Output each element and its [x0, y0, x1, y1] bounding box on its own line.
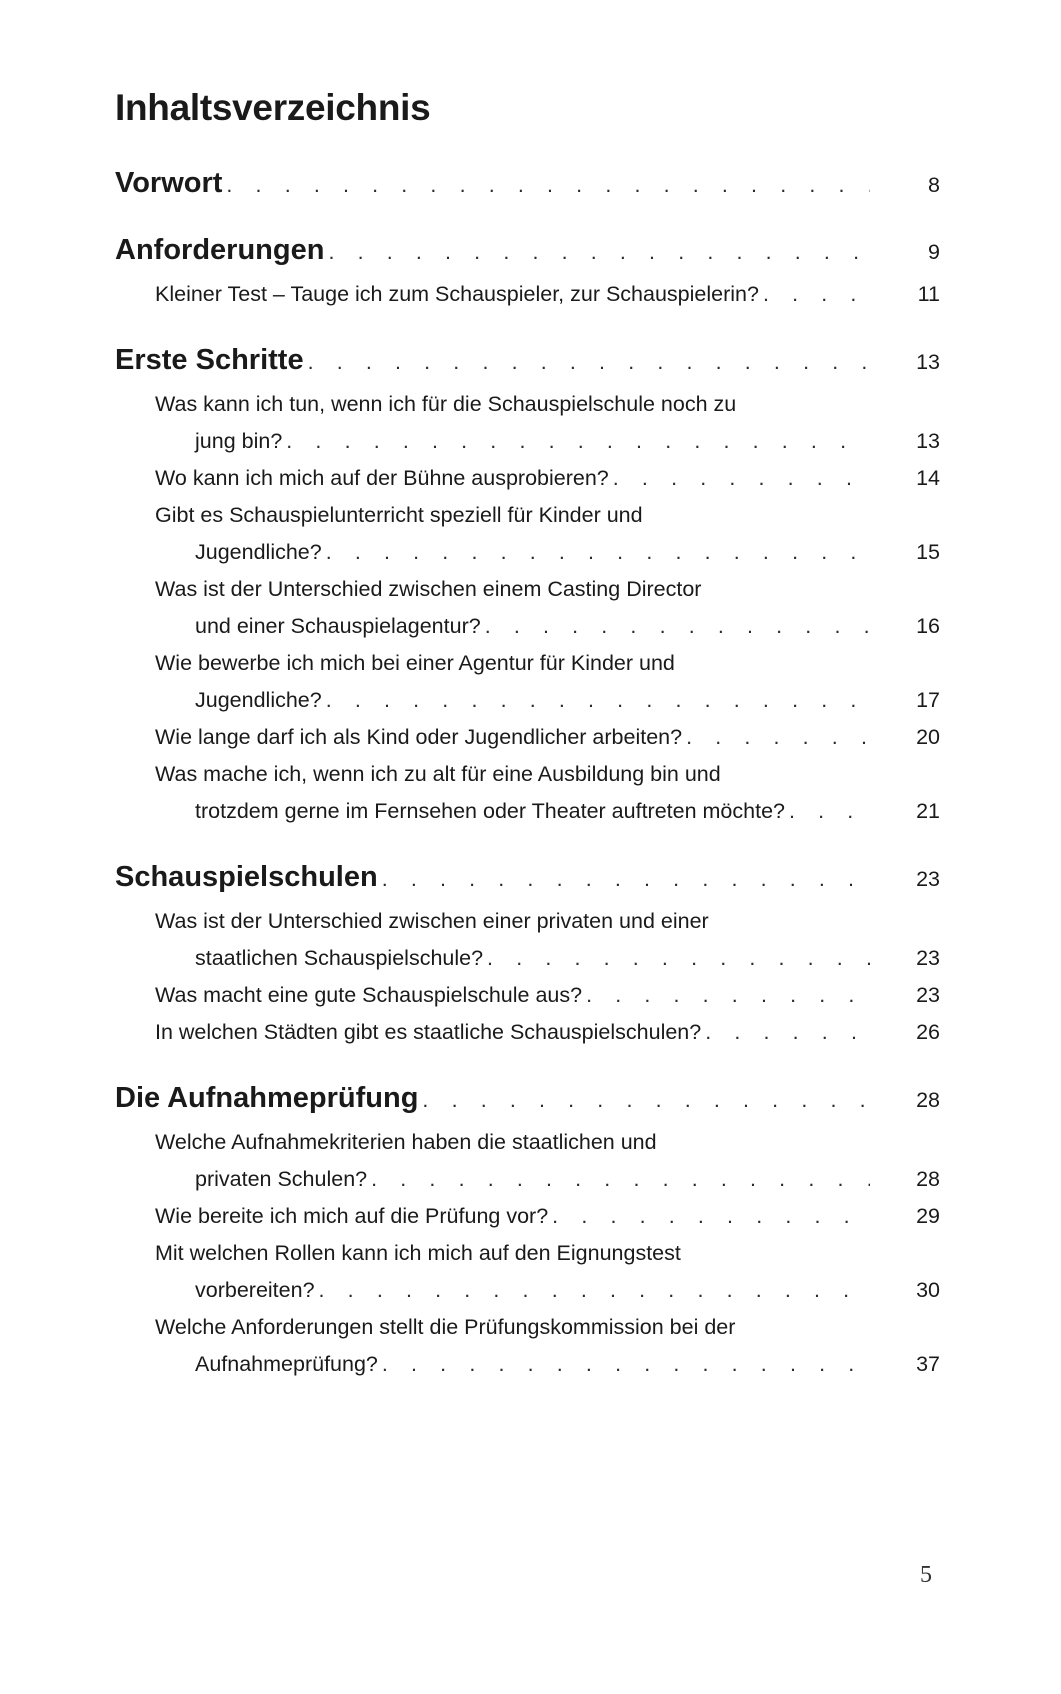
chapter-title: Die Aufnahmeprüfung [115, 1082, 419, 1114]
entry-row [115, 1161, 940, 1198]
entry-title: Wie lange darf ich als Kind oder Jugendlicher arbeiten? [155, 725, 683, 749]
entry-title-line: Wie bewerbe ich mich bei einer Agentur für Kinder und [155, 651, 675, 675]
entry-page-number: 13 [916, 429, 940, 453]
entry-page-number: 17 [916, 688, 940, 712]
toc-entry[interactable] [115, 977, 940, 1014]
dot-leader [609, 460, 870, 497]
dot-leader [582, 977, 870, 1014]
entry-row [115, 1272, 940, 1309]
entry-page-number: 29 [916, 1204, 940, 1228]
entry-row [115, 608, 940, 645]
chapter-entries [115, 1124, 940, 1383]
dot-leader [324, 232, 870, 272]
chapter-title: Erste Schritte [115, 344, 304, 376]
entry-row [115, 460, 940, 497]
chapter-entries [115, 276, 940, 313]
dot-leader [483, 940, 870, 977]
entry-row [115, 682, 940, 719]
toc-entry[interactable] [115, 719, 940, 756]
toc-entry[interactable] [115, 1198, 940, 1235]
entry-page-number: 23 [916, 946, 940, 970]
dot-leader [322, 682, 870, 719]
entry-title: Kleiner Test – Tauge ich zum Schauspieler, zur Schauspielerin? [155, 282, 759, 306]
entry-row [115, 276, 940, 313]
chapter-entries [115, 386, 940, 830]
chapter-heading-row[interactable] [115, 163, 940, 203]
toc-entry[interactable] [115, 1124, 940, 1198]
entry-page-number: 16 [916, 614, 940, 638]
entry-title-line: Was kann ich tun, wenn ich für die Schauspielschule noch zu [155, 392, 737, 416]
dot-leader [222, 165, 870, 205]
dot-leader [304, 342, 870, 382]
entry-title-continuation: jung bin? [195, 429, 283, 453]
entry-page-number: 14 [916, 466, 940, 490]
toc-entry[interactable] [115, 1235, 940, 1309]
chapter-page-number: 8 [928, 173, 940, 197]
dot-leader [378, 859, 870, 899]
entry-title: Wie bereite ich mich auf die Prüfung vor? [155, 1204, 549, 1228]
table-of-contents [115, 163, 940, 1410]
entry-title-continuation: Jugendliche? [195, 688, 322, 712]
entry-title-line: Was ist der Unterschied zwischen einer privaten und einer [155, 909, 709, 933]
entry-title-continuation: und einer Schauspielagentur? [195, 614, 481, 638]
dot-leader [315, 1272, 870, 1309]
entry-row [115, 793, 940, 830]
entry-title: Wo kann ich mich auf der Bühne ausprobieren? [155, 466, 609, 490]
dot-leader [759, 276, 870, 313]
toc-entry[interactable] [115, 276, 940, 313]
entry-page-number: 15 [916, 540, 940, 564]
entry-row [115, 1346, 940, 1383]
entry-title-line: Was mache ich, wenn ich zu alt für eine Ausbildung bin und [155, 762, 721, 786]
entry-title-line: Mit welchen Rollen kann ich mich auf den Eignungstest [155, 1241, 681, 1265]
entry-row [115, 1014, 940, 1051]
dot-leader [378, 1346, 870, 1383]
toc-chapter [115, 857, 940, 1051]
entry-title-line: Was ist der Unterschied zwischen einem Casting Director [155, 577, 702, 601]
chapter-page-number: 13 [916, 350, 940, 374]
entry-title-continuation: trotzdem gerne im Fernsehen oder Theater auftreten möchte? [195, 799, 785, 823]
toc-entry[interactable] [115, 903, 940, 977]
entry-title: Was macht eine gute Schauspielschule aus? [155, 983, 583, 1007]
chapter-title: Anforderungen [115, 234, 325, 266]
entry-row [115, 719, 940, 756]
entry-page-number: 30 [916, 1278, 940, 1302]
chapter-page-number: 23 [916, 867, 940, 891]
entry-row [115, 534, 940, 571]
entry-row [115, 423, 940, 460]
chapter-title: Vorwort [115, 167, 223, 199]
chapter-heading-row[interactable] [115, 230, 940, 270]
entry-title-continuation: staatlichen Schauspielschule? [195, 946, 484, 970]
entry-title-continuation: privaten Schulen? [195, 1167, 368, 1191]
toc-entry[interactable] [115, 645, 940, 719]
page-number: 5 [920, 1562, 932, 1588]
entry-page-number: 37 [916, 1352, 940, 1376]
entry-title-line: Welche Aufnahmekriterien haben die staatlichen und [155, 1130, 657, 1154]
entry-title-line: Welche Anforderungen stellt die Prüfungskommission bei der [155, 1315, 736, 1339]
entry-title-continuation: vorbereiten? [195, 1278, 315, 1302]
entry-page-number: 28 [916, 1167, 940, 1191]
chapter-heading-row[interactable] [115, 1078, 940, 1118]
toc-chapter [115, 230, 940, 313]
entry-row [115, 1198, 940, 1235]
toc-chapter [115, 1078, 940, 1383]
toc-entry[interactable] [115, 571, 940, 645]
entry-page-number: 21 [916, 799, 940, 823]
entry-title-line: Gibt es Schauspielunterricht speziell für Kinder und [155, 503, 643, 527]
chapter-heading-row[interactable] [115, 857, 940, 897]
toc-entry[interactable] [115, 1309, 940, 1383]
entry-page-number: 20 [916, 725, 940, 749]
toc-chapter [115, 340, 940, 830]
dot-leader [785, 793, 870, 830]
chapter-page-number: 28 [916, 1088, 940, 1112]
toc-entry[interactable] [115, 1014, 940, 1051]
dot-leader [322, 534, 870, 571]
toc-entry[interactable] [115, 386, 940, 460]
dot-leader [282, 423, 870, 460]
entry-title: In welchen Städten gibt es staatliche Schauspielschulen? [155, 1020, 702, 1044]
dot-leader [481, 608, 870, 645]
page-title: Inhaltsverzeichnis [115, 87, 431, 128]
entry-row [115, 940, 940, 977]
toc-entry[interactable] [115, 460, 940, 497]
dot-leader [701, 1014, 870, 1051]
entry-row [115, 977, 940, 1014]
dot-leader [682, 719, 870, 756]
entry-title-continuation: Jugendliche? [195, 540, 322, 564]
chapter-entries [115, 903, 940, 1051]
dot-leader [418, 1080, 870, 1120]
entry-page-number: 11 [917, 282, 940, 306]
chapter-heading-row[interactable] [115, 340, 940, 380]
toc-entry[interactable] [115, 497, 940, 571]
dot-leader [548, 1198, 870, 1235]
chapter-page-number: 9 [928, 240, 940, 264]
toc-chapter [115, 163, 940, 203]
toc-entry[interactable] [115, 756, 940, 830]
entry-title-continuation: Aufnahmeprüfung? [195, 1352, 378, 1376]
entry-page-number: 23 [916, 983, 940, 1007]
chapter-title: Schauspielschulen [115, 861, 378, 893]
dot-leader [367, 1161, 870, 1198]
entry-page-number: 26 [916, 1020, 940, 1044]
